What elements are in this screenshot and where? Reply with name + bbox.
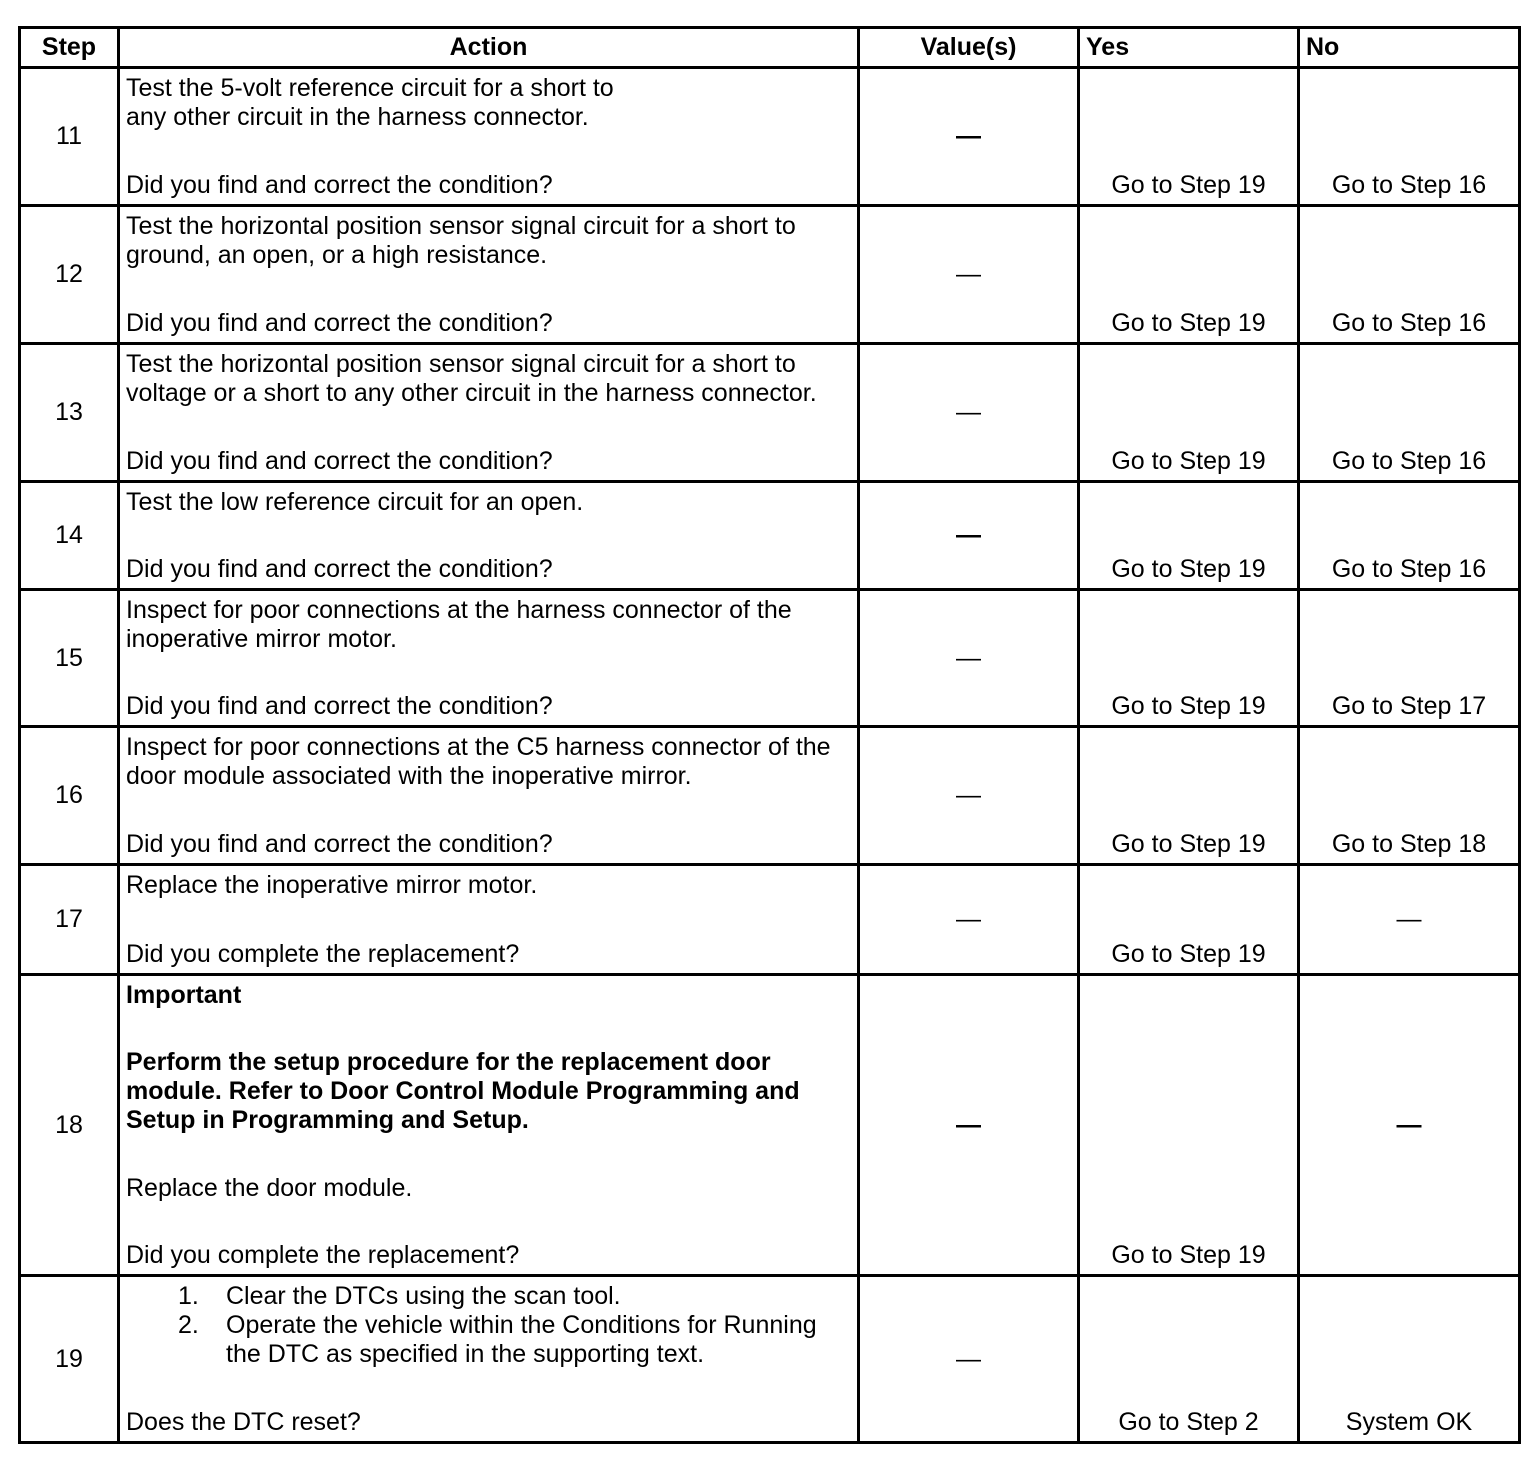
no-cell: Go to Step 16 bbox=[1300, 483, 1518, 588]
no-cell: Go to Step 16 bbox=[1300, 207, 1518, 342]
yes-cell: Go to Step 19 bbox=[1080, 207, 1297, 342]
action-question: Did you find and correct the condition? bbox=[126, 171, 553, 199]
table-row-step-17 bbox=[21, 866, 1518, 973]
action-instruction: Test the 5-volt reference circuit for a short to any other circuit in the harness connector. bbox=[126, 74, 614, 131]
action-instruction: Test the horizontal position sensor signal circuit for a short to voltage or a short to any other circuit in the harness connector. bbox=[126, 350, 817, 407]
list-item-number: 2. bbox=[178, 1311, 199, 1339]
action-cell bbox=[120, 591, 857, 725]
header-values: Value(s) bbox=[860, 29, 1077, 66]
table-row-step-15 bbox=[21, 591, 1518, 725]
no-cell: — bbox=[1300, 866, 1518, 973]
step-number: 11 bbox=[21, 69, 117, 204]
action-cell bbox=[120, 1277, 857, 1441]
step-number: 19 bbox=[21, 1277, 117, 1441]
list-item-text: Clear the DTCs using the scan tool. bbox=[226, 1282, 621, 1310]
step-number: 16 bbox=[21, 728, 117, 863]
action-instruction: Test the horizontal position sensor signal circuit for a short to ground, an open, or a high resistance. bbox=[126, 212, 796, 269]
table-row-step-13 bbox=[21, 345, 1518, 480]
step-number: 13 bbox=[21, 345, 117, 480]
list-item bbox=[126, 1282, 853, 1311]
yes-cell: Go to Step 19 bbox=[1080, 483, 1297, 588]
list-item bbox=[126, 1311, 853, 1369]
value-cell: — bbox=[860, 483, 1077, 588]
table-row-step-18 bbox=[21, 976, 1518, 1274]
action-cell bbox=[120, 207, 857, 342]
action-cell bbox=[120, 866, 857, 973]
table-row-step-12 bbox=[21, 207, 1518, 342]
action-question: Did you find and correct the condition? bbox=[126, 830, 553, 858]
no-cell: Go to Step 16 bbox=[1300, 69, 1518, 204]
value-cell: — bbox=[860, 591, 1077, 725]
action-question: Did you complete the replacement? bbox=[126, 940, 520, 968]
yes-cell: Go to Step 19 bbox=[1080, 866, 1297, 973]
action-cell bbox=[120, 976, 857, 1274]
header-action: Action bbox=[120, 29, 857, 66]
action-cell bbox=[120, 483, 857, 588]
yes-cell: Go to Step 19 bbox=[1080, 69, 1297, 204]
yes-cell: Go to Step 19 bbox=[1080, 591, 1297, 725]
no-cell: Go to Step 17 bbox=[1300, 591, 1518, 725]
step-number: 14 bbox=[21, 483, 117, 588]
value-cell: — bbox=[860, 866, 1077, 973]
action-question: Did you find and correct the condition? bbox=[126, 309, 553, 337]
table-row-step-14 bbox=[21, 483, 1518, 588]
yes-cell: Go to Step 2 bbox=[1080, 1277, 1297, 1441]
step-number: 17 bbox=[21, 866, 117, 973]
action-question: Did you find and correct the condition? bbox=[126, 555, 553, 583]
header-yes: Yes bbox=[1080, 29, 1297, 66]
numbered-step-list bbox=[126, 1282, 853, 1369]
value-cell: — bbox=[860, 345, 1077, 480]
no-cell: Go to Step 18 bbox=[1300, 728, 1518, 863]
diagnostic-table bbox=[18, 26, 1521, 1444]
table-header-row bbox=[21, 29, 1518, 66]
value-cell: — bbox=[860, 207, 1077, 342]
no-cell: System OK bbox=[1300, 1277, 1518, 1441]
table-row-step-11 bbox=[21, 69, 1518, 204]
yes-cell: Go to Step 19 bbox=[1080, 976, 1297, 1274]
value-cell: — bbox=[860, 976, 1077, 1274]
important-note-title: Important bbox=[126, 981, 242, 1009]
step-number: 18 bbox=[21, 976, 117, 1274]
action-instruction: Replace the inoperative mirror motor. bbox=[126, 871, 538, 899]
action-cell bbox=[120, 69, 857, 204]
action-question: Did you complete the replacement? bbox=[126, 1240, 520, 1269]
step-number: 15 bbox=[21, 591, 117, 725]
no-cell: — bbox=[1300, 976, 1518, 1274]
value-cell: — bbox=[860, 69, 1077, 204]
action-cell bbox=[120, 345, 857, 480]
important-note-text: Perform the setup procedure for the replacement door module. Refer to Door Control Module Programming and Setup in Programming and Setup. bbox=[126, 1048, 800, 1135]
action-question: Did you find and correct the condition? bbox=[126, 447, 553, 475]
header-no: No bbox=[1300, 29, 1518, 66]
no-cell: Go to Step 16 bbox=[1300, 345, 1518, 480]
list-item-number: 1. bbox=[178, 1282, 199, 1310]
action-question: Does the DTC reset? bbox=[126, 1408, 361, 1436]
yes-cell: Go to Step 19 bbox=[1080, 345, 1297, 480]
value-cell: — bbox=[860, 728, 1077, 863]
yes-cell: Go to Step 19 bbox=[1080, 728, 1297, 863]
action-cell bbox=[120, 728, 857, 863]
action-instruction: Test the low reference circuit for an open. bbox=[126, 488, 584, 516]
action-question: Did you find and correct the condition? bbox=[126, 692, 553, 720]
action-instruction: Replace the door module. bbox=[126, 1173, 413, 1202]
action-instruction: Inspect for poor connections at the harness connector of the inoperative mirror motor. bbox=[126, 596, 792, 653]
table-row-step-16 bbox=[21, 728, 1518, 863]
header-step: Step bbox=[21, 29, 117, 66]
value-cell: — bbox=[860, 1277, 1077, 1441]
step-number: 12 bbox=[21, 207, 117, 342]
list-item-text: Operate the vehicle within the Conditions for Running the DTC as specified in the supporting text. bbox=[226, 1311, 817, 1368]
table-row-step-19 bbox=[21, 1277, 1518, 1441]
action-instruction: Inspect for poor connections at the C5 harness connector of the door module associated with the inoperative mirror. bbox=[126, 733, 831, 790]
